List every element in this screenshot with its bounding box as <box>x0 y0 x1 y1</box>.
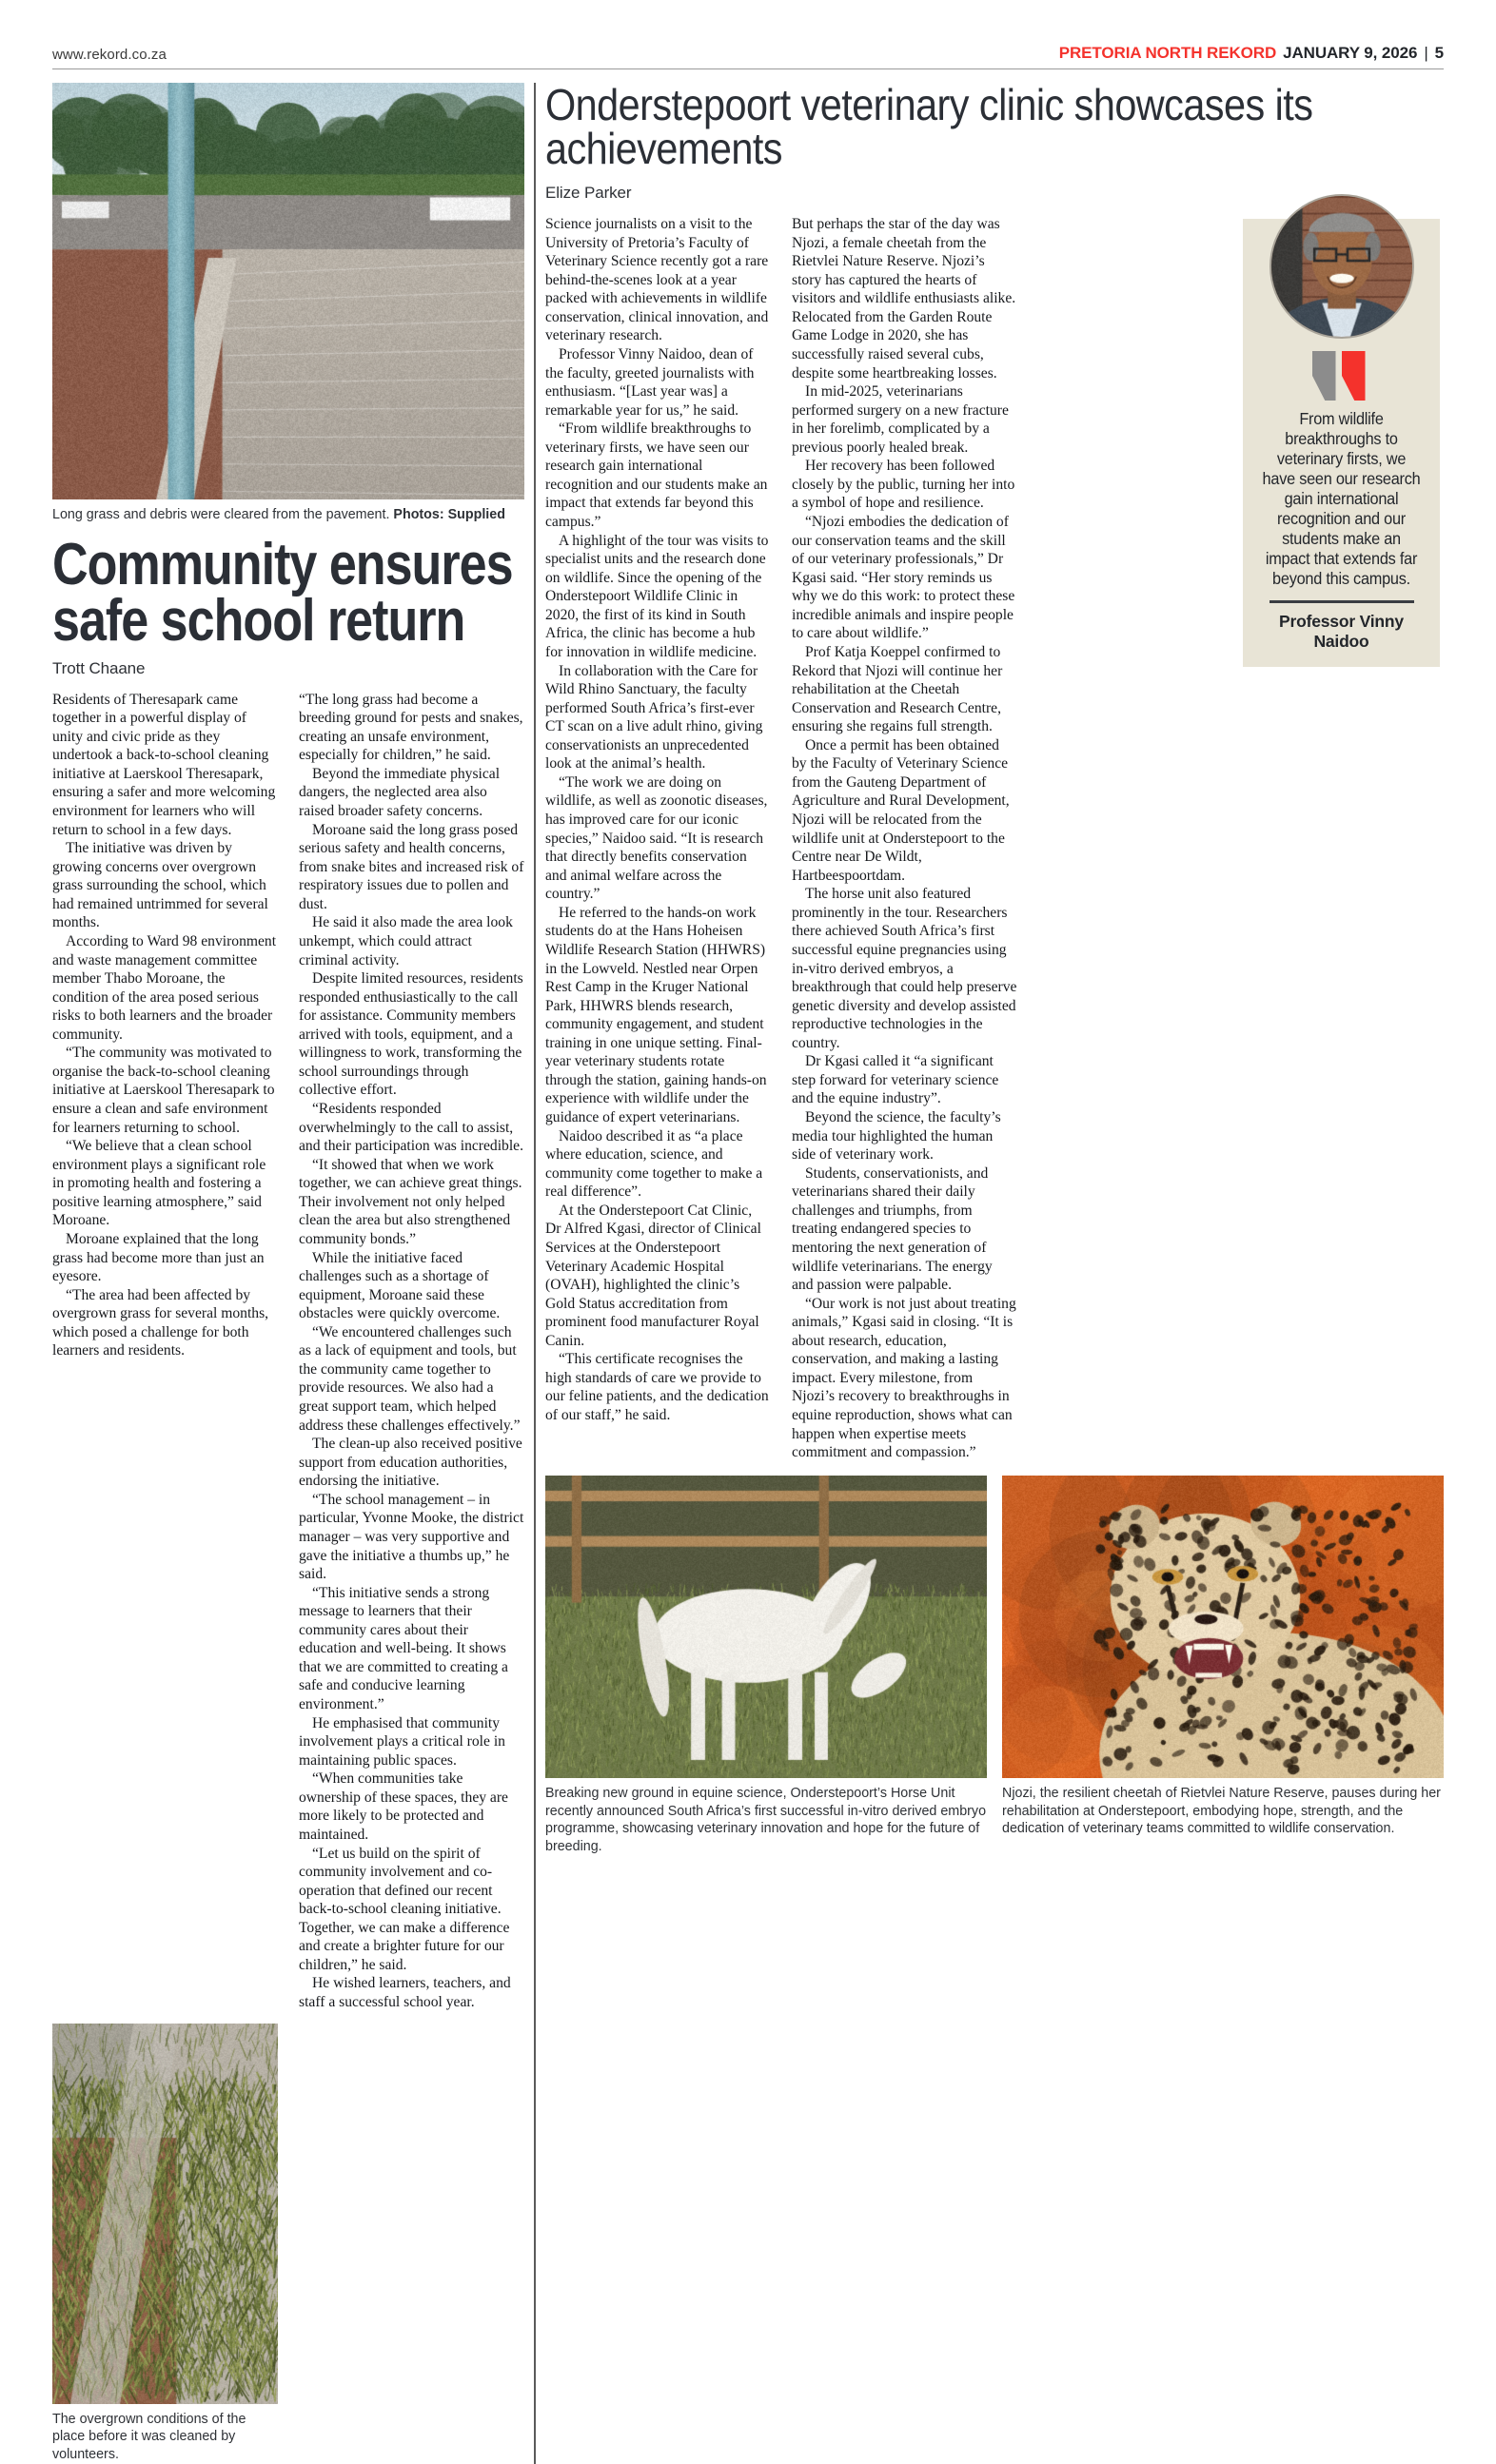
masthead <box>52 0 1444 68</box>
column-divider <box>524 83 545 2464</box>
right-body-columns <box>545 215 1444 1462</box>
masthead-right-group <box>1059 44 1444 63</box>
issue-date: JANUARY 9, 2026 <box>1283 44 1418 62</box>
left-headline: Community ensures safe school return <box>52 531 513 654</box>
body-paragraph: “This certificate recognises the high standards of care we provide to our feline patients, and the dedication of our staff,” he said. <box>545 1351 769 1423</box>
body-paragraph: He referred to the hands-on work students do at the Hans Hoheisen Wildlife Research Station (HHWRS) in the Lowveld. Nestled near Orpen Rest Camp in the Kruger National Park, HHWRS blends research, community engagement, and student training in one unique setting. Final-year veterinary students rotate through the station, gaining hands-on experience with wildlife under the guidance of expert veterinarians. <box>545 904 767 1125</box>
right-headline: Onderstepoort veterinary clinic showcases its achievements <box>545 80 1313 173</box>
website-url[interactable]: www.rekord.co.za <box>52 47 167 63</box>
cheetah-photo-item <box>1002 1476 1444 1856</box>
body-paragraph: Professor Vinny Naidoo, dean of the faculty, greeted journalists with enthusiasm. “[Last year was] a remarkable year for us,” he said. <box>545 345 755 419</box>
body-paragraph: “Our work is not just about treating animals,” Kgasi said in closing. “It is about research, education, conservation, and making a lasting impact. Every milestone, from Njozi’s recovery to breakthroughs in equine reproduction, shows what can happen when expertise meets commitment and compassion.” <box>792 1295 1016 1461</box>
left-body-columns <box>52 691 524 2012</box>
body-paragraph: He emphasised that community involvement plays a critical role in maintaining public spaces. <box>299 1714 505 1769</box>
body-paragraph: While the initiative faced challenges such as a shortage of equipment, Moroane said these obstacles were quickly overcome. <box>299 1249 501 1322</box>
body-paragraph: He said it also made the area look unkempt, which could attract criminal activity. <box>299 914 513 968</box>
pull-quote-text: From wildlife breakthroughs to veterinary firsts, we have seen our research gain international recognition and our students make an impact that extends far beyond this campus. <box>1262 409 1421 588</box>
body-paragraph: The clean-up also received positive support from education authorities, endorsing the initiative. <box>299 1436 522 1490</box>
body-paragraph: “The area had been affected by overgrown grass for several months, which posed a challenge for both learners and residents. <box>52 1286 269 1359</box>
body-paragraph: Despite limited resources, residents responded enthusiastically to the call for assistance. Community members arrived with tools, equipment, and a willingness to work, transforming the school surroundings through collective effort. <box>299 970 523 1099</box>
body-paragraph: A highlight of the tour was visits to specialist units and the research done on wildlife. Since the opening of the Onderstepoort Wildlife Clinic in 2020, the first of its kind in South Africa, the clinic has become a hub for innovation in wildlife medicine. <box>545 532 769 660</box>
body-paragraph: Residents of Theresapark came together in a powerful display of unity and civic pride as they undertook a back-to-school cleaning initiative at Laerskool Theresapark, ensuring a safer and more welcoming environment for learners who will return to school in a few days. <box>52 691 276 838</box>
body-paragraph: “From wildlife breakthroughs to veterinary firsts, we have seen our research gain international recognition and our students make an impact that extends far beyond this campus.” <box>545 420 768 530</box>
body-paragraph: But perhaps the star of the day was Njozi, a female cheetah from the Rietvlei Nature Reserve. Njozi’s story has captured the hearts of visitors and wildlife enthusiasts alike. Relocated from the Garden Route Game Lodge in 2020, she has successfully raised several cubs, despite some heartbreaking losses. <box>792 216 1016 381</box>
horse-photo-caption: Breaking new ground in equine science, Onderstepoort’s Horse Unit recently announced South Africa’s first successful in-vitro derived embryo programme, showcasing veterinary innovation and hope for the future of breeding. <box>545 1785 987 1855</box>
left-body-col-1 <box>52 691 278 2012</box>
overgrown-photo-caption: The overgrown conditions of the place before it was cleaned by volunteers. <box>52 2411 246 2463</box>
body-paragraph: Moroane said the long grass posed serious safety and health concerns, from snake bites and increased risk of respiratory issues due to pollen and dust. <box>299 821 524 912</box>
body-paragraph: Beyond the immediate physical dangers, the neglected area also raised broader safety concerns. <box>299 765 501 820</box>
body-paragraph: He wished learners, teachers, and staff a successful school year. <box>299 1975 511 2011</box>
masthead-separator: | <box>1424 44 1428 62</box>
body-paragraph: Dr Kgasi called it “a significant step forward for veterinary science and the equine industry”. <box>792 1053 999 1107</box>
body-paragraph: “Njozi embodies the dedication of our conservation teams and the skill of our veterinary professionals,” Dr Kgasi said. “Her story reminds us why we do this work: to protect these incredible animals and inspire people to care about wildlife.” <box>792 514 1015 642</box>
body-paragraph: “The community was motivated to organise the back-to-school cleaning initiative at Laerskool Theresapark to ensure a clean and safe environment for learners returning to school. <box>52 1045 275 1136</box>
body-paragraph: Moroane explained that the long grass had become more than just an eyesore. <box>52 1230 265 1285</box>
body-paragraph: According to Ward 98 environment and waste management committee member Thabo Moroane, the condition of the area posed serious risks to both learners and the broader community. <box>52 932 277 1043</box>
right-body-col-1 <box>545 215 771 1462</box>
body-paragraph: Naidoo described it as “a place where education, science, and community come together to make a real difference”. <box>545 1127 763 1201</box>
cheetah-photo-caption: Njozi, the resilient cheetah of Rietvlei Nature Reserve, pauses during her rehabilitation at Onderstepoort, embodying hope, strength, and the dedication of veterinary teams committed to wildlife conservation. <box>1002 1785 1441 1837</box>
horse-photo-item <box>545 1476 987 1856</box>
body-paragraph: “The work we are doing on wildlife, as well as zoonotic diseases, has improved care for our iconic species,” Naidoo said. “It is research that directly benefits conservation and animal welfare across the country.” <box>545 773 768 903</box>
body-paragraph: Once a permit has been obtained by the Faculty of Veterinary Science from the Gauteng Department of Agriculture and Rural Development, Njozi will be relocated from the wildlife unit at Onderstepoort to the Centre near De Wildt, Hartbeespoortdam. <box>792 736 1010 884</box>
body-paragraph: The initiative was driven by growing concerns over overgrown grass surrounding the school, which had remained untrimmed for several months. <box>52 840 268 931</box>
right-article <box>545 80 1444 2464</box>
quote-mark-icon <box>1312 351 1371 401</box>
body-paragraph: “The long grass had become a breeding ground for pests and snakes, creating an unsafe environment, especially for children,” he said. <box>299 691 523 764</box>
masthead-rule <box>52 68 1444 69</box>
caption-text: Long grass and debris were cleared from the pavement. <box>52 507 394 522</box>
cheetah-photo <box>1002 1476 1444 1778</box>
left-article <box>52 83 524 2464</box>
publication-name: PRETORIA NORTH REKORD <box>1058 44 1277 62</box>
body-paragraph: “The school management – in particular, Yvonne Mooke, the district manager – was very supportive and gave the initiative a thumbs up,” he said. <box>299 1491 524 1583</box>
page-number: 5 <box>1434 44 1444 62</box>
pavement-photo <box>52 83 524 499</box>
right-bottom-photos <box>545 1476 1444 1856</box>
body-paragraph: “When communities take ownership of these spaces, they are more likely to be protected and maintained. <box>299 1770 508 1843</box>
body-paragraph: In collaboration with the Care for Wild Rhino Sanctuary, the faculty performed South Africa’s first-ever CT scan on a live adult rhino, giving conservationists an unprecedented look at the animal’s health. <box>545 662 763 772</box>
body-paragraph: In mid-2025, veterinarians performed surgery on a new fracture in her forelimb, complicated by a previous poorly healed break. <box>792 383 1009 456</box>
left-byline: Trott Chaane <box>52 658 146 677</box>
horse-photo <box>545 1476 987 1778</box>
pull-quote-attribution: Professor Vinny Naidoo <box>1279 611 1404 651</box>
pavement-photo-caption <box>52 499 524 524</box>
pull-quote-divider <box>1270 600 1414 603</box>
body-paragraph: “This initiative sends a strong message to learners that their community cares about their education and well-being. It shows that we are committed to creating a safe and conducive learning environment.” <box>299 1584 508 1713</box>
body-paragraph: “We believe that a clean school environment plays a significant role in promoting health and fostering a positive learning atmosphere,” said Moroane. <box>52 1138 266 1229</box>
body-paragraph: “Residents responded overwhelmingly to the call to assist, and their participation was incredible. <box>299 1101 523 1155</box>
body-paragraph: The horse unit also featured prominently in the tour. Researchers there achieved South Africa’s first successful equine pregnancies using in-vitro derived embryos, a breakthrough that could help preserve genetic diversity and develop assisted reproductive technologies in the country. <box>792 886 1017 1051</box>
right-byline: Elize Parker <box>545 184 632 202</box>
body-paragraph: “We encountered challenges such as a lack of equipment and tools, but the community came together to provide resources. We also had a great support team, which helped address these challenges effectively.” <box>299 1323 521 1434</box>
pull-quote-box <box>1243 219 1440 667</box>
vinny-naidoo-portrait <box>1270 194 1414 339</box>
body-paragraph: Her recovery has been followed closely by the public, turning her into a symbol of hope and resilience. <box>792 458 1015 512</box>
body-paragraph: Prof Katja Koeppel confirmed to Rekord that Njozi will continue her rehabilitation at the Cheetah Conservation and Research Centre, ensuring she regains full strength. <box>792 643 1003 735</box>
caption-credit: Photos: Supplied <box>393 507 505 522</box>
body-paragraph: Students, conservationists, and veterinarians shared their daily challenges and triumphs, from treating endangered species to mentoring the next generation of wildlife veterinarians. The energy and passion were palpable. <box>792 1164 993 1294</box>
body-paragraph: “It showed that when we work together, we can achieve great things. Their involvement not only helped clean the area but also strengthened community bonds.” <box>299 1156 522 1247</box>
body-paragraph: At the Onderstepoort Cat Clinic, Dr Alfred Kgasi, director of Clinical Services at the Onderstepoort Veterinary Academic Hospital (OVAH), highlighted the clinic’s Gold Status accreditation from prominent food manufacturer Royal Canin. <box>545 1202 761 1349</box>
body-paragraph: Science journalists on a visit to the University of Pretoria’s Faculty of Veterinary Science recently got a rare behind-the-scenes look at a year packed with achievements in wildlife conservation, clinical innovation, and veterinary research. <box>545 216 769 344</box>
page-columns <box>52 80 1444 2464</box>
overgrown-photo <box>52 2024 278 2404</box>
body-paragraph: “Let us build on the spirit of community involvement and co-operation that defined our recent back-to-school cleaning initiative. Together, we can make a difference and create a brighter future for our children,” he said. <box>299 1845 510 1973</box>
left-body-col-2 <box>299 691 524 2012</box>
body-paragraph: Beyond the science, the faculty’s media tour highlighted the human side of veterinary work. <box>792 1109 1001 1164</box>
right-body-col-2 <box>792 215 1017 1462</box>
right-body-col-3 <box>1038 215 1440 1462</box>
